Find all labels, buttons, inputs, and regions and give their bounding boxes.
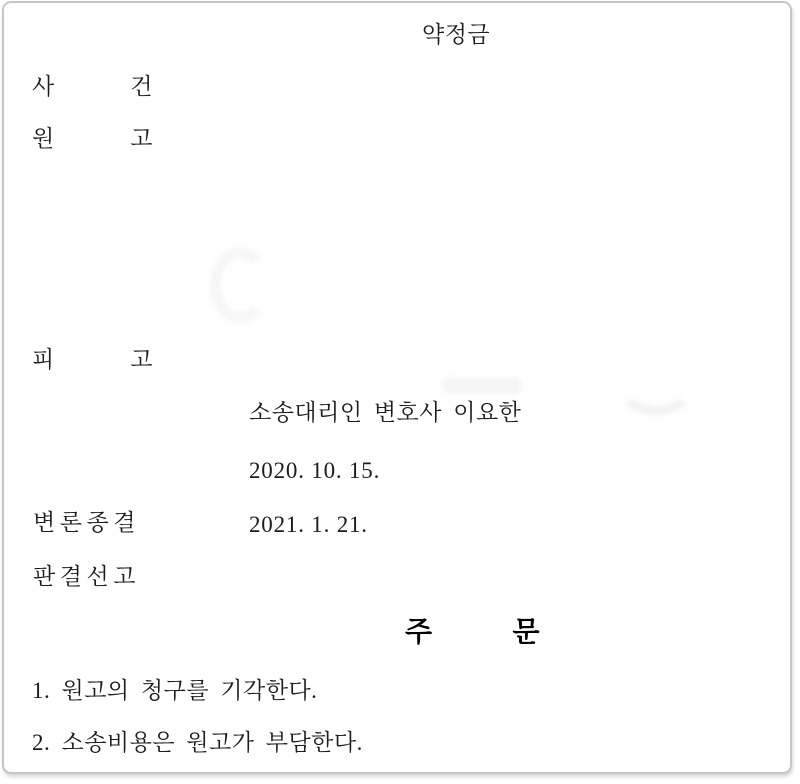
- case-label-char: 사: [32, 74, 55, 99]
- sentencing-label: [33, 564, 136, 590]
- plaintiff-label-char: 원: [32, 126, 55, 151]
- plaintiff-label: [32, 126, 153, 152]
- hearing-closed-label-char: 론: [59, 510, 83, 535]
- sentencing-label-char: 판: [33, 564, 56, 589]
- counsel-line: 소송대리인 변호사 이요한: [249, 400, 522, 425]
- order-item-2: 2. 소송비용은 원고가 부담한다.: [32, 730, 363, 755]
- order-item-1: 1. 원고의 청구를 기각한다.: [32, 678, 318, 703]
- order-heading-char: 문: [512, 616, 540, 647]
- sentencing-label-char: 결: [59, 564, 83, 589]
- sentencing-label-char: 고: [113, 564, 136, 589]
- sentencing-row: [33, 512, 770, 668]
- watermark-arc-bottom: [616, 355, 696, 415]
- sentencing-date: 2021. 1. 21.: [249, 512, 368, 537]
- defendant-row: [32, 295, 153, 425]
- sentencing-label-char: 선: [86, 564, 110, 589]
- hearing-closed-label-char: 변: [33, 510, 56, 535]
- hearing-closed-label-char: 종: [86, 510, 110, 535]
- defendant-label: [32, 347, 153, 373]
- plaintiff-row: [32, 74, 153, 204]
- hearing-closed-label-char: 결: [113, 510, 136, 535]
- defendant-label-char: 고: [130, 347, 153, 372]
- judgment-document-page: [2, 1, 792, 774]
- defendant-label-char: 피: [32, 347, 55, 372]
- hearing-closed-date: 2020. 10. 15.: [249, 458, 381, 483]
- case-type-value: 약정금: [422, 22, 491, 47]
- watermark-smudge: [442, 377, 522, 394]
- order-heading: [405, 616, 540, 648]
- plaintiff-label-char: 고: [130, 126, 153, 151]
- order-heading-char: 주: [405, 616, 433, 647]
- case-label-char: 건: [130, 74, 153, 99]
- watermark-arc-left: [210, 247, 270, 323]
